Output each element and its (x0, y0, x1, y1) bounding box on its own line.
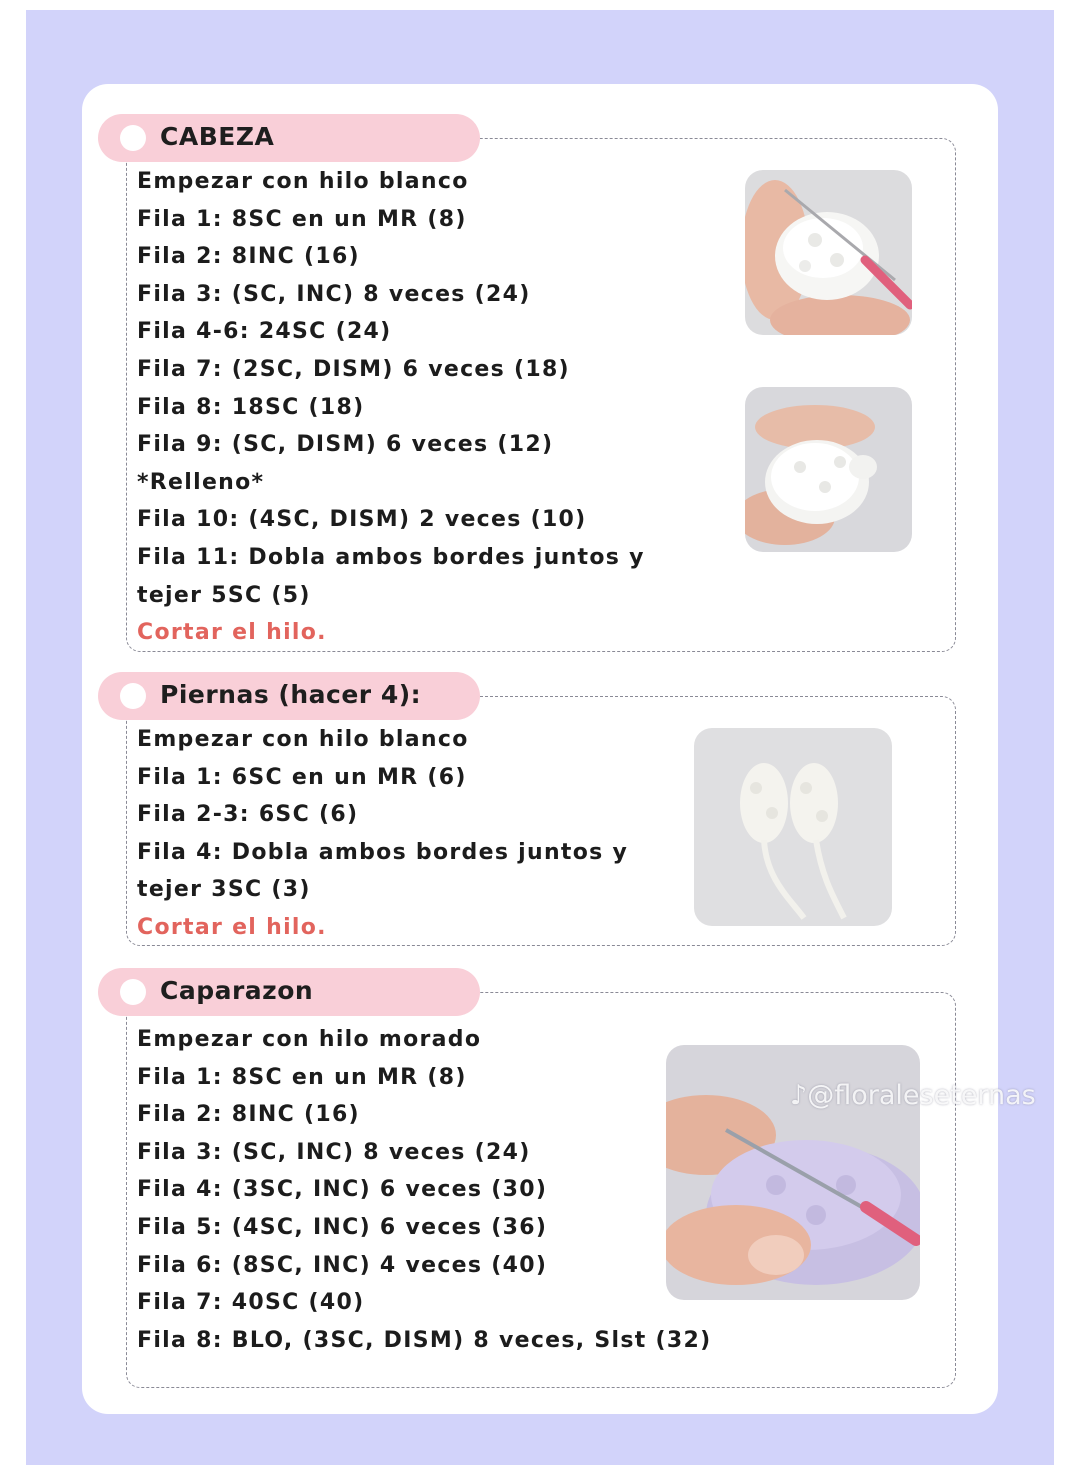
instruction-line: Fila 2-3: 6SC (6) (137, 802, 359, 828)
instruction-line: Fila 1: 8SC en un MR (8) (137, 206, 467, 232)
tiktok-watermark (790, 1080, 1036, 1111)
instruction-line: Fila 2: 8INC (16) (137, 1102, 360, 1128)
instruction-line: Fila 8: 18SC (18) (137, 394, 365, 420)
instruction-line: Empezar con hilo blanco (137, 727, 469, 752)
cabeza-instructions (137, 163, 645, 652)
instruction-line: Fila 4-6: 24SC (24) (137, 319, 392, 345)
section-title: Caparazon (160, 976, 314, 1005)
instruction-line: Fila 7: (2SC, DISM) 6 veces (18) (137, 356, 570, 382)
instruction-line: Fila 4: (3SC, INC) 6 veces (30) (137, 1177, 548, 1203)
instruction-line: Fila 1: 6SC en un MR (6) (137, 764, 467, 790)
tiktok-icon: ♪ (790, 1080, 808, 1111)
head-photo-2 (745, 387, 912, 552)
cut-yarn-note: Cortar el hilo. (137, 914, 327, 940)
instruction-line: tejer 3SC (3) (137, 877, 311, 903)
instruction-line: Fila 10: (4SC, DISM) 2 veces (10) (137, 507, 587, 533)
piernas-instructions (137, 721, 628, 947)
head-photo-1 (745, 170, 912, 335)
instruction-line: Fila 7: 40SC (40) (137, 1290, 365, 1316)
cut-yarn-note: Cortar el hilo. (137, 620, 327, 646)
watermark-text: @floraleseternas (807, 1080, 1036, 1111)
instruction-line: Empezar con hilo blanco (137, 169, 469, 194)
instruction-line: Fila 3: (SC, INC) 8 veces (24) (137, 1139, 531, 1165)
piernas-header-pill (98, 672, 480, 720)
instruction-line: Fila 11: Dobla ambos bordes juntos y (137, 544, 645, 570)
instruction-line: Empezar con hilo morado (137, 1027, 482, 1052)
section-title: Piernas (hacer 4): (160, 680, 422, 709)
instruction-line: Fila 1: 8SC en un MR (8) (137, 1064, 467, 1090)
caparazon-instructions (137, 1021, 711, 1359)
instruction-line: Fila 2: 8INC (16) (137, 244, 360, 270)
instruction-line: Fila 8: BLO, (3SC, DISM) 8 veces, Slst (32) (137, 1327, 712, 1353)
instruction-line: *Relleno* (137, 469, 265, 495)
caparazon-header-pill (98, 968, 480, 1016)
bullet-icon (120, 979, 146, 1005)
legs-photo (694, 728, 892, 926)
cabeza-header-pill (98, 114, 480, 162)
instruction-line: tejer 5SC (5) (137, 582, 311, 608)
instruction-line: Fila 6: (8SC, INC) 4 veces (40) (137, 1252, 548, 1278)
instruction-line: Fila 9: (SC, DISM) 6 veces (12) (137, 432, 554, 458)
section-title: CABEZA (160, 122, 275, 151)
instruction-line: Fila 4: Dobla ambos bordes juntos y (137, 839, 629, 865)
instruction-line: Fila 3: (SC, INC) 8 veces (24) (137, 281, 531, 307)
bullet-icon (120, 125, 146, 151)
instruction-line: Fila 5: (4SC, INC) 6 veces (36) (137, 1214, 548, 1240)
bullet-icon (120, 683, 146, 709)
